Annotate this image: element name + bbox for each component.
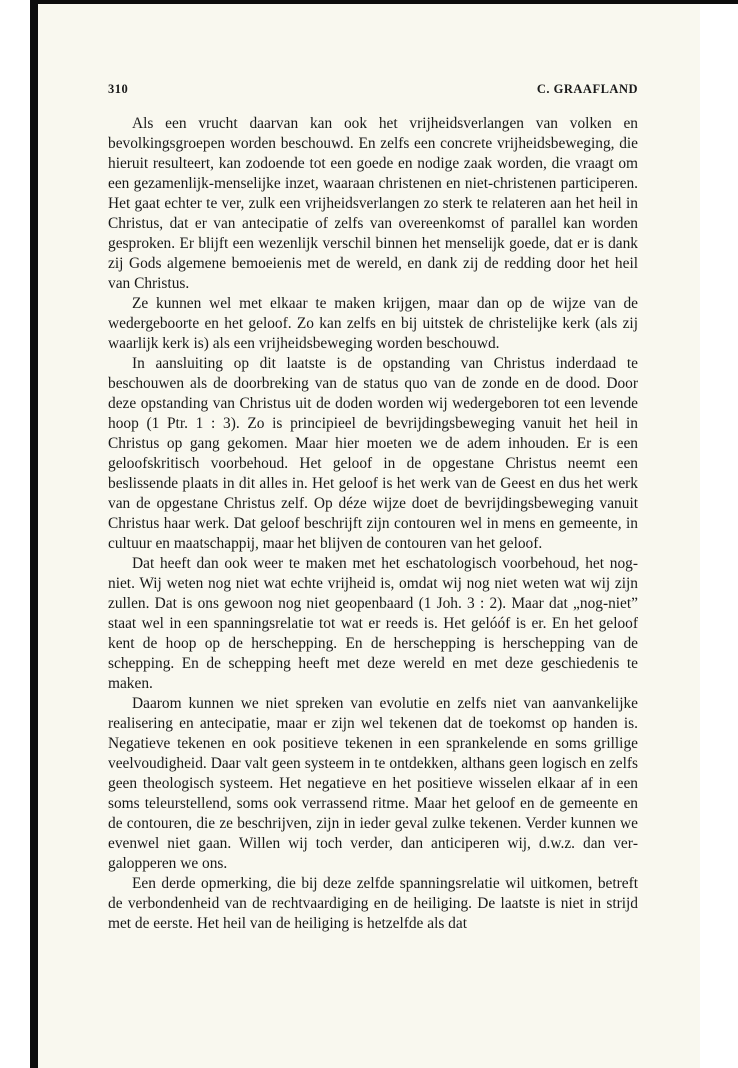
page-number: 310 xyxy=(108,82,129,96)
paragraph-3: In aansluiting op dit laatste is de opstanding van Christus inderdaad te beschouwen als de doorbreking van de status quo van de zonde en de dood. Door deze opstanding van Christus uit de doden worden wij wedergeboren tot een levende hoop (1 Ptr. 1 : 3). Zo is principieel de bevrijdingsbeweging vanuit het heil in Christus op gang gekomen. Maar hier moeten we de adem inhouden. Er is een geloofskritisch voorbehoud. Het geloof in de opgestane Christus neemt een beslissende plaats in dit alles in. Het geloof is het werk van de Geest en dus het werk van de opgestane Christus zelf. Op déze wijze doet de bevrijdingsbeweging vanuit Christus haar werk. Dat geloof beschrijft zijn contouren wel in mens en gemeente, in cultuur en maatschappij, maar het blijven de contouren van het geloof. xyxy=(108,355,638,552)
paragraph-6: Een derde opmerking, die bij deze zelfde spanningsrelatie wil uitkomen, betreft de verbondenheid van de rechtvaardiging en de heiliging. De laatste is niet in strijd met de eerste. Het heil van de heiliging is hetzelfde als dat xyxy=(108,875,638,932)
running-title: C. GRAAFLAND xyxy=(536,82,638,96)
paragraph-1: Als een vrucht daarvan kan ook het vrijheidsverlangen van volken en bevolkingsgroepen worden beschouwd. En zelfs een concrete vrijheidsbeweging, die hieruit resulteert, kan zodoende tot een goede en nodige zaak worden, die vraagt om een gezamenlijk-menselijke inzet, waaraan christenen en niet-christenen participeren. Het gaat echter te ver, zulk een vrijheidsverlangen zo sterk te relateren aan het heil in Christus, dat er van antecipatie of zelfs van overeenkomst of parallel kan worden gesproken. Er blijft een wezenlijk verschil binnen het menselijk goede, dat er is dank zij Gods algemene bemoeienis met de wereld, en dank zij de redding door het heil van Christus. xyxy=(108,115,638,292)
paragraph-2: Ze kunnen wel met elkaar te maken krijgen, maar dan op de wijze van de wedergeboorte en het geloof. Zo kan zelfs en bij uitstek de christelijke kerk (als zij waarlijk kerk is) als een vrijheidsbeweging worden beschouwd. xyxy=(108,295,638,352)
scan-border-left xyxy=(30,0,38,1068)
body-text xyxy=(108,114,638,934)
paragraph-4: Dat heeft dan ook weer te maken met het eschatologisch voorbehoud, het nog-niet. Wij weten nog niet wat echte vrijheid is, omdat wij nog niet weten wat wij zijn zullen. Dat is ons gewoon nog niet geopenbaard (1 Joh. 3 : 2). Maar dat „nog-niet” staat wel in een spanningsrelatie tot wat er reeds is. Het gelóóf is er. En het geloof kent de hoop op de herschepping. En de herschepping is herschepping van de schepping. En de schepping heeft met deze wereld en met deze geschiedenis te maken. xyxy=(108,555,638,692)
paragraph-5: Daarom kunnen we niet spreken van evolutie en zelfs niet van aanvankelijke realisering en antecipatie, maar er zijn wel tekenen dat de toekomst op handen is. Negatieve tekenen en ook positieve tekenen in een sprankelende en soms grillige veelvoudigheid. Daar valt geen systeem in te ontdekken, althans geen logisch en zelfs geen theologisch systeem. Het negatieve en het positieve wisselen elkaar af in een soms teleurstellend, soms ook verrassend ritme. Maar het geloof en de gemeente en de contouren, die ze beschrijven, zijn in ieder geval zulke tekenen. Verder kunnen we evenwel niet gaan. Willen wij toch verder, dan anticiperen wij, d.w.z. dan vergalopperen we ons. xyxy=(108,695,638,872)
running-header xyxy=(108,82,638,97)
